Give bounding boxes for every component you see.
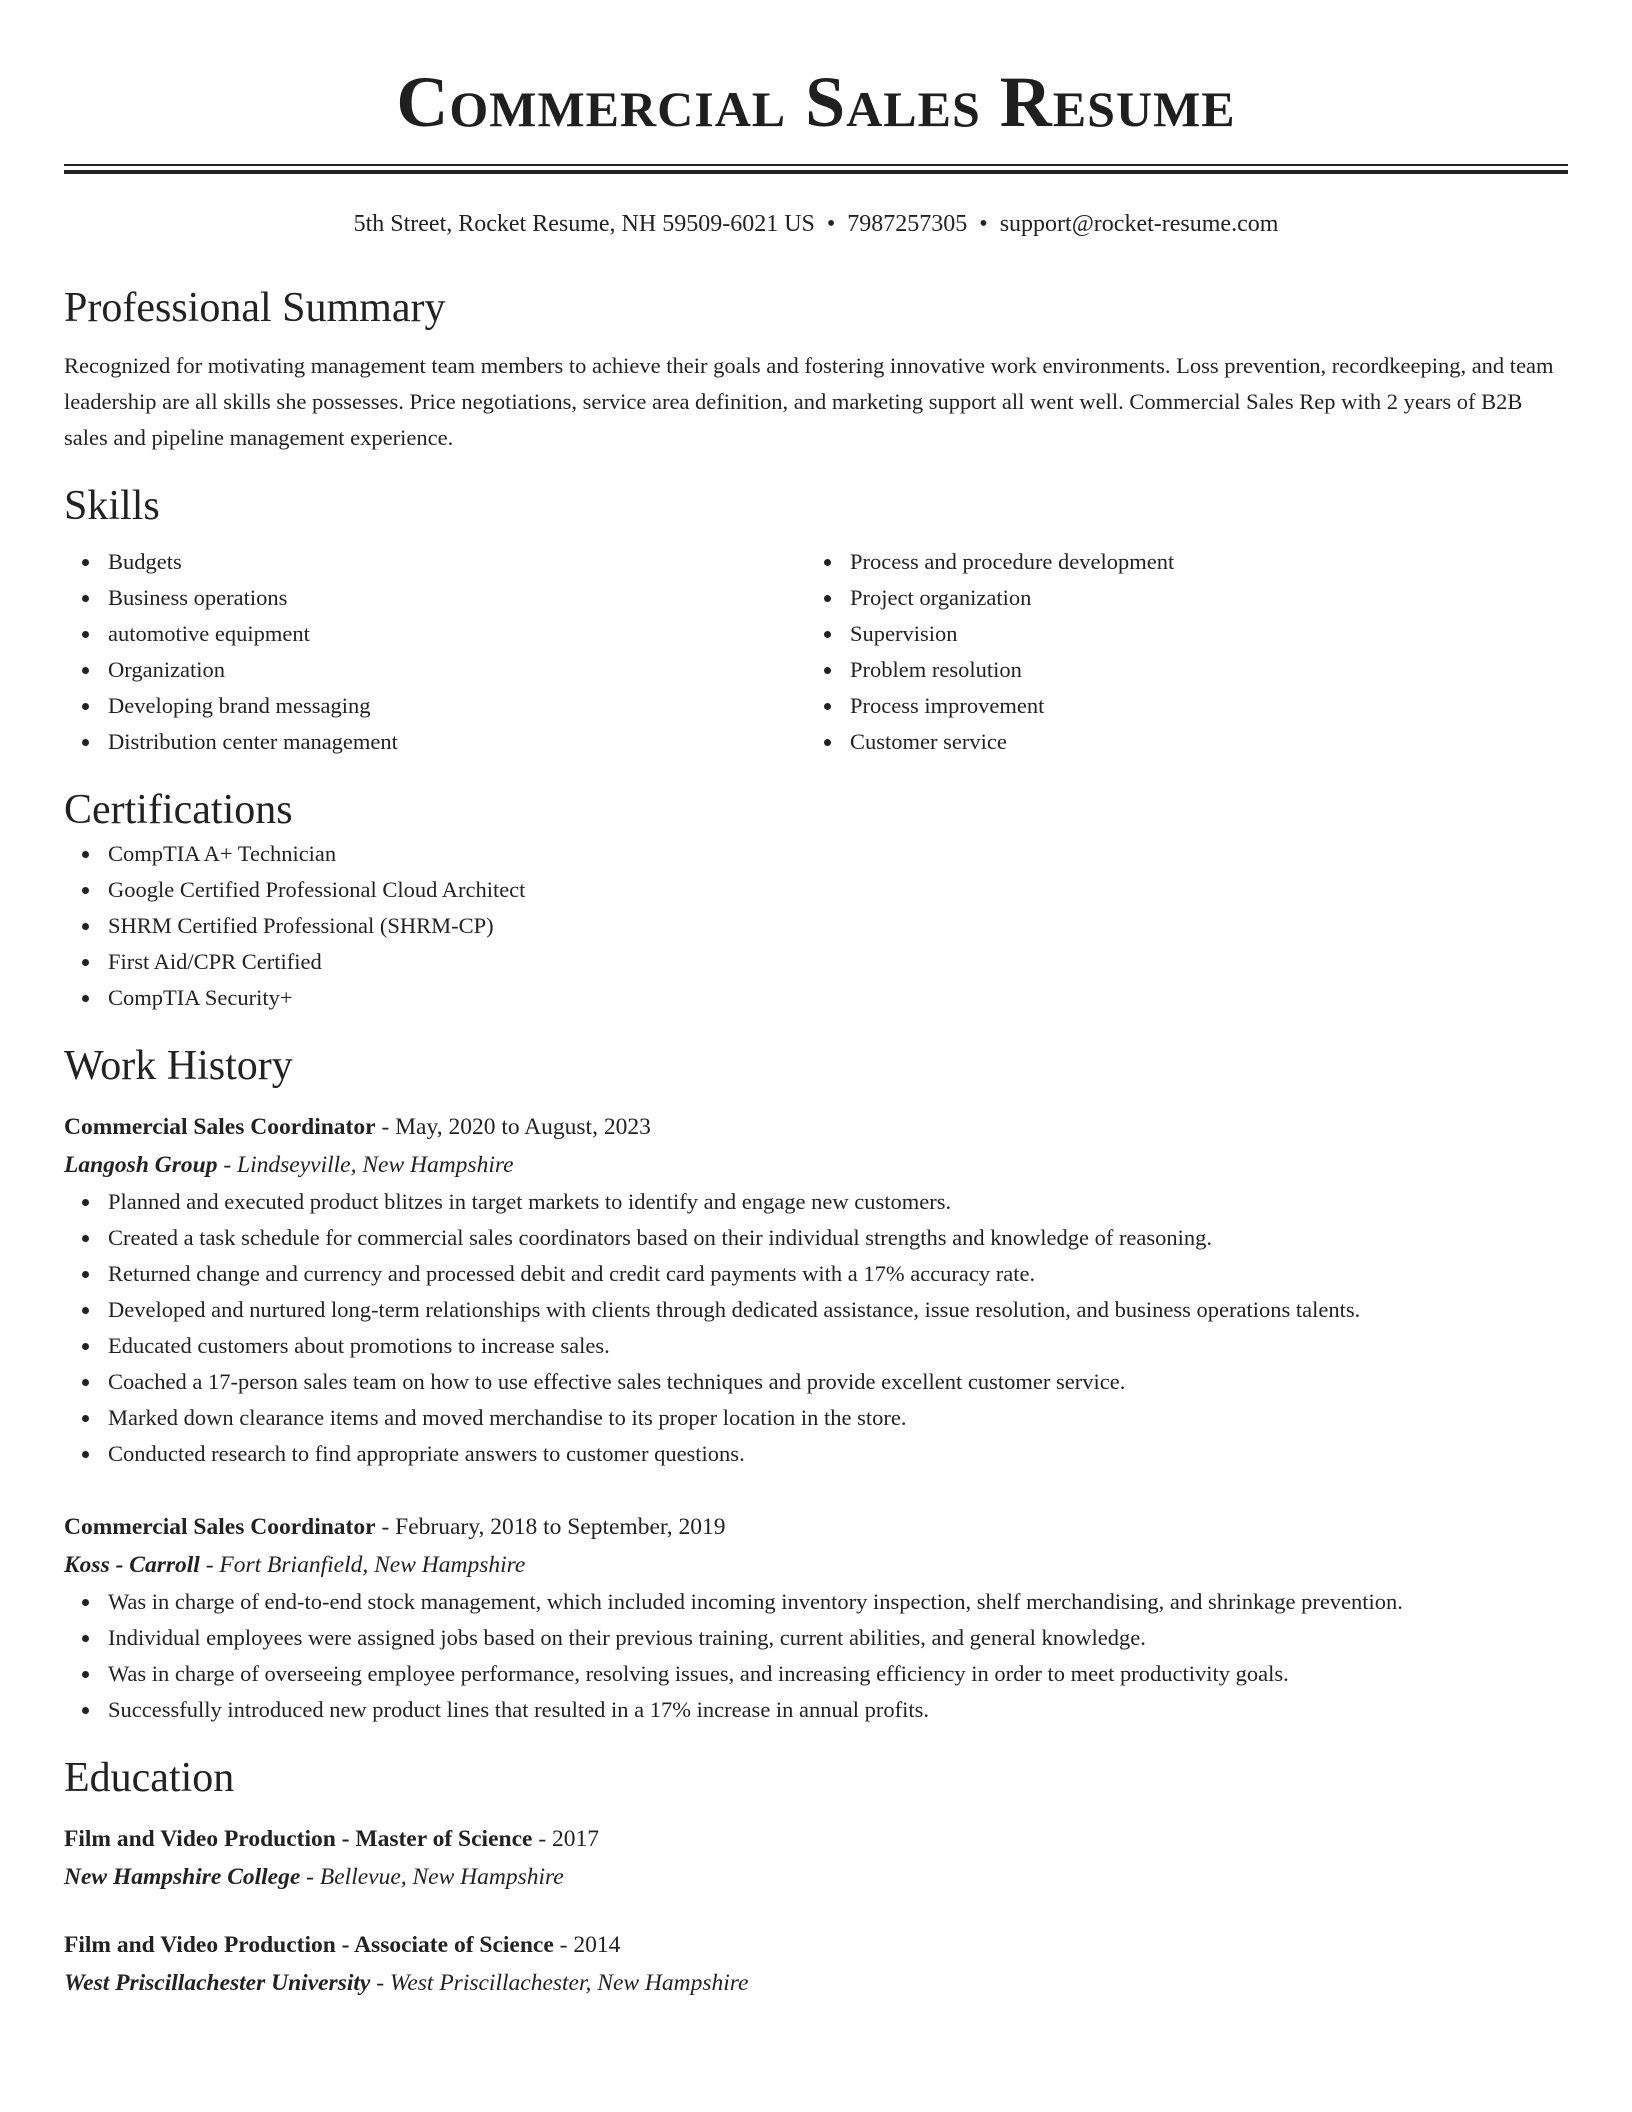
job-location: Fort Brianfield, New Hampshire (219, 1552, 526, 1578)
skill-item: Customer service (850, 724, 1548, 760)
certification-item: First Aid/CPR Certified (108, 944, 1568, 980)
education-degree-line: Film and Video Production - Associate of Science - 2014 (64, 1932, 621, 1958)
education-school: New Hampshire College (64, 1864, 301, 1890)
skill-item: Organization (108, 652, 806, 688)
skills-column-left (64, 544, 806, 760)
job-role: Commercial Sales Coordinator (64, 1514, 376, 1540)
summary-text: Recognized for motivating management team members to achieve their goals and fostering innovative work environments. Loss prevention, recordkeeping, and team leadership are all skills she possesses. Price negotiations, service area definition, and marketing support all went well. Commercial Sales Rep with 2 years of B2B sales and pipeline management experience. (64, 353, 1554, 450)
skill-item: Supervision (850, 616, 1548, 652)
education-location: West Priscillachester, New Hampshire (389, 1970, 749, 1996)
certification-item: SHRM Certified Professional (SHRM-CP) (108, 908, 1568, 944)
skill-item: automotive equipment (108, 616, 806, 652)
job-bullet: Individual employees were assigned jobs based on their previous training, current abilities, and general knowledge. (108, 1620, 1568, 1656)
education-year: 2014 (573, 1932, 621, 1958)
job-bullet: Returned change and currency and processed debit and credit card payments with a 17% accuracy rate. (108, 1256, 1568, 1292)
skill-item: Problem resolution (850, 652, 1548, 688)
skills-column-right (806, 544, 1548, 760)
job-title-line: Commercial Sales Coordinator - February, 2018 to September, 2019 (64, 1514, 726, 1540)
education-school-line: West Priscillachester University - West Priscillachester, New Hampshire (64, 1970, 749, 1996)
job-entry (64, 1108, 1568, 1472)
job-bullet: Was in charge of overseeing employee performance, resolving issues, and increasing efficiency in order to meet productivity goals. (108, 1656, 1568, 1692)
contact-line (64, 208, 1568, 240)
job-bullet: Created a task schedule for commercial sales coordinators based on their individual strengths and knowledge of reasoning. (108, 1220, 1568, 1256)
certifications-heading: Certifications (64, 787, 293, 833)
skill-item: Developing brand messaging (108, 688, 806, 724)
skill-item: Budgets (108, 544, 806, 580)
education-school: West Priscillachester University (64, 1970, 371, 1996)
certification-item: CompTIA A+ Technician (108, 836, 1568, 872)
job-bullet: Conducted research to find appropriate answers to customer questions. (108, 1436, 1568, 1472)
job-bullet: Successfully introduced new product lines that resulted in a 17% increase in annual profits. (108, 1692, 1568, 1728)
skills-list-left (64, 544, 806, 760)
contact-phone[interactable]: 7987257305 (847, 211, 968, 237)
certification-item: Google Certified Professional Cloud Architect (108, 872, 1568, 908)
job-dates: May, 2020 to August, 2023 (395, 1114, 651, 1140)
certification-item: CompTIA Security+ (108, 980, 1568, 1016)
skill-item: Project organization (850, 580, 1548, 616)
job-bullet: Planned and executed product blitzes in target markets to identify and engage new customers. (108, 1184, 1568, 1220)
skill-item: Distribution center management (108, 724, 806, 760)
job-bullets (64, 1584, 1568, 1728)
job-bullet: Marked down clearance items and moved merchandise to its proper location in the store. (108, 1400, 1568, 1436)
job-title-line: Commercial Sales Coordinator - May, 2020 to August, 2023 (64, 1114, 651, 1140)
page-title: Commercial Sales Resume (396, 62, 1236, 142)
education-location: Bellevue, New Hampshire (319, 1864, 564, 1890)
job-bullet: Developed and nurtured long-term relationships with clients through dedicated assistance, issue resolution, and business operations talents. (108, 1292, 1568, 1328)
contact-separator: • (826, 211, 836, 237)
work-history-heading: Work History (64, 1043, 293, 1089)
job-dates: February, 2018 to September, 2019 (395, 1514, 726, 1540)
education-degree: Film and Video Production - Associate of Science (64, 1932, 554, 1958)
certifications-list (64, 836, 1568, 1016)
summary-heading: Professional Summary (64, 285, 446, 331)
job-company-line: Koss - Carroll - Fort Brianfield, New Hampshire (64, 1552, 526, 1578)
education-entry (64, 1820, 1568, 1896)
skills-list-right (806, 544, 1548, 760)
job-bullets (64, 1184, 1568, 1472)
job-role: Commercial Sales Coordinator (64, 1114, 376, 1140)
contact-separator: • (979, 211, 988, 237)
contact-email[interactable]: support@rocket-resume.com (999, 211, 1279, 237)
title-divider (64, 164, 1568, 174)
job-company: Koss - Carroll (64, 1552, 200, 1578)
job-bullet: Coached a 17-person sales team on how to use effective sales techniques and provide excellent customer service. (108, 1364, 1568, 1400)
education-degree-line: Film and Video Production - Master of Science - 2017 (64, 1826, 600, 1852)
job-entry (64, 1508, 1568, 1728)
skills-heading: Skills (64, 483, 160, 529)
skill-item: Process and procedure development (850, 544, 1548, 580)
contact-address: 5th Street, Rocket Resume, NH 59509-6021 US (353, 211, 815, 237)
education-degree: Film and Video Production - Master of Science (64, 1826, 533, 1852)
education-year: 2017 (552, 1826, 600, 1852)
skill-item: Business operations (108, 580, 806, 616)
skill-item: Process improvement (850, 688, 1548, 724)
job-bullet: Was in charge of end-to-end stock management, which included incoming inventory inspection, shelf merchandising, and shrinkage prevention. (108, 1584, 1568, 1620)
job-location: Lindseyville, New Hampshire (237, 1152, 514, 1178)
job-bullet: Educated customers about promotions to increase sales. (108, 1328, 1568, 1364)
skills-grid (64, 544, 1568, 760)
education-school-line: New Hampshire College - Bellevue, New Hampshire (64, 1864, 564, 1890)
education-heading: Education (64, 1755, 235, 1801)
job-company-line: Langosh Group - Lindseyville, New Hampshire (64, 1152, 514, 1178)
education-entry (64, 1926, 1568, 2002)
job-company: Langosh Group (64, 1152, 218, 1178)
